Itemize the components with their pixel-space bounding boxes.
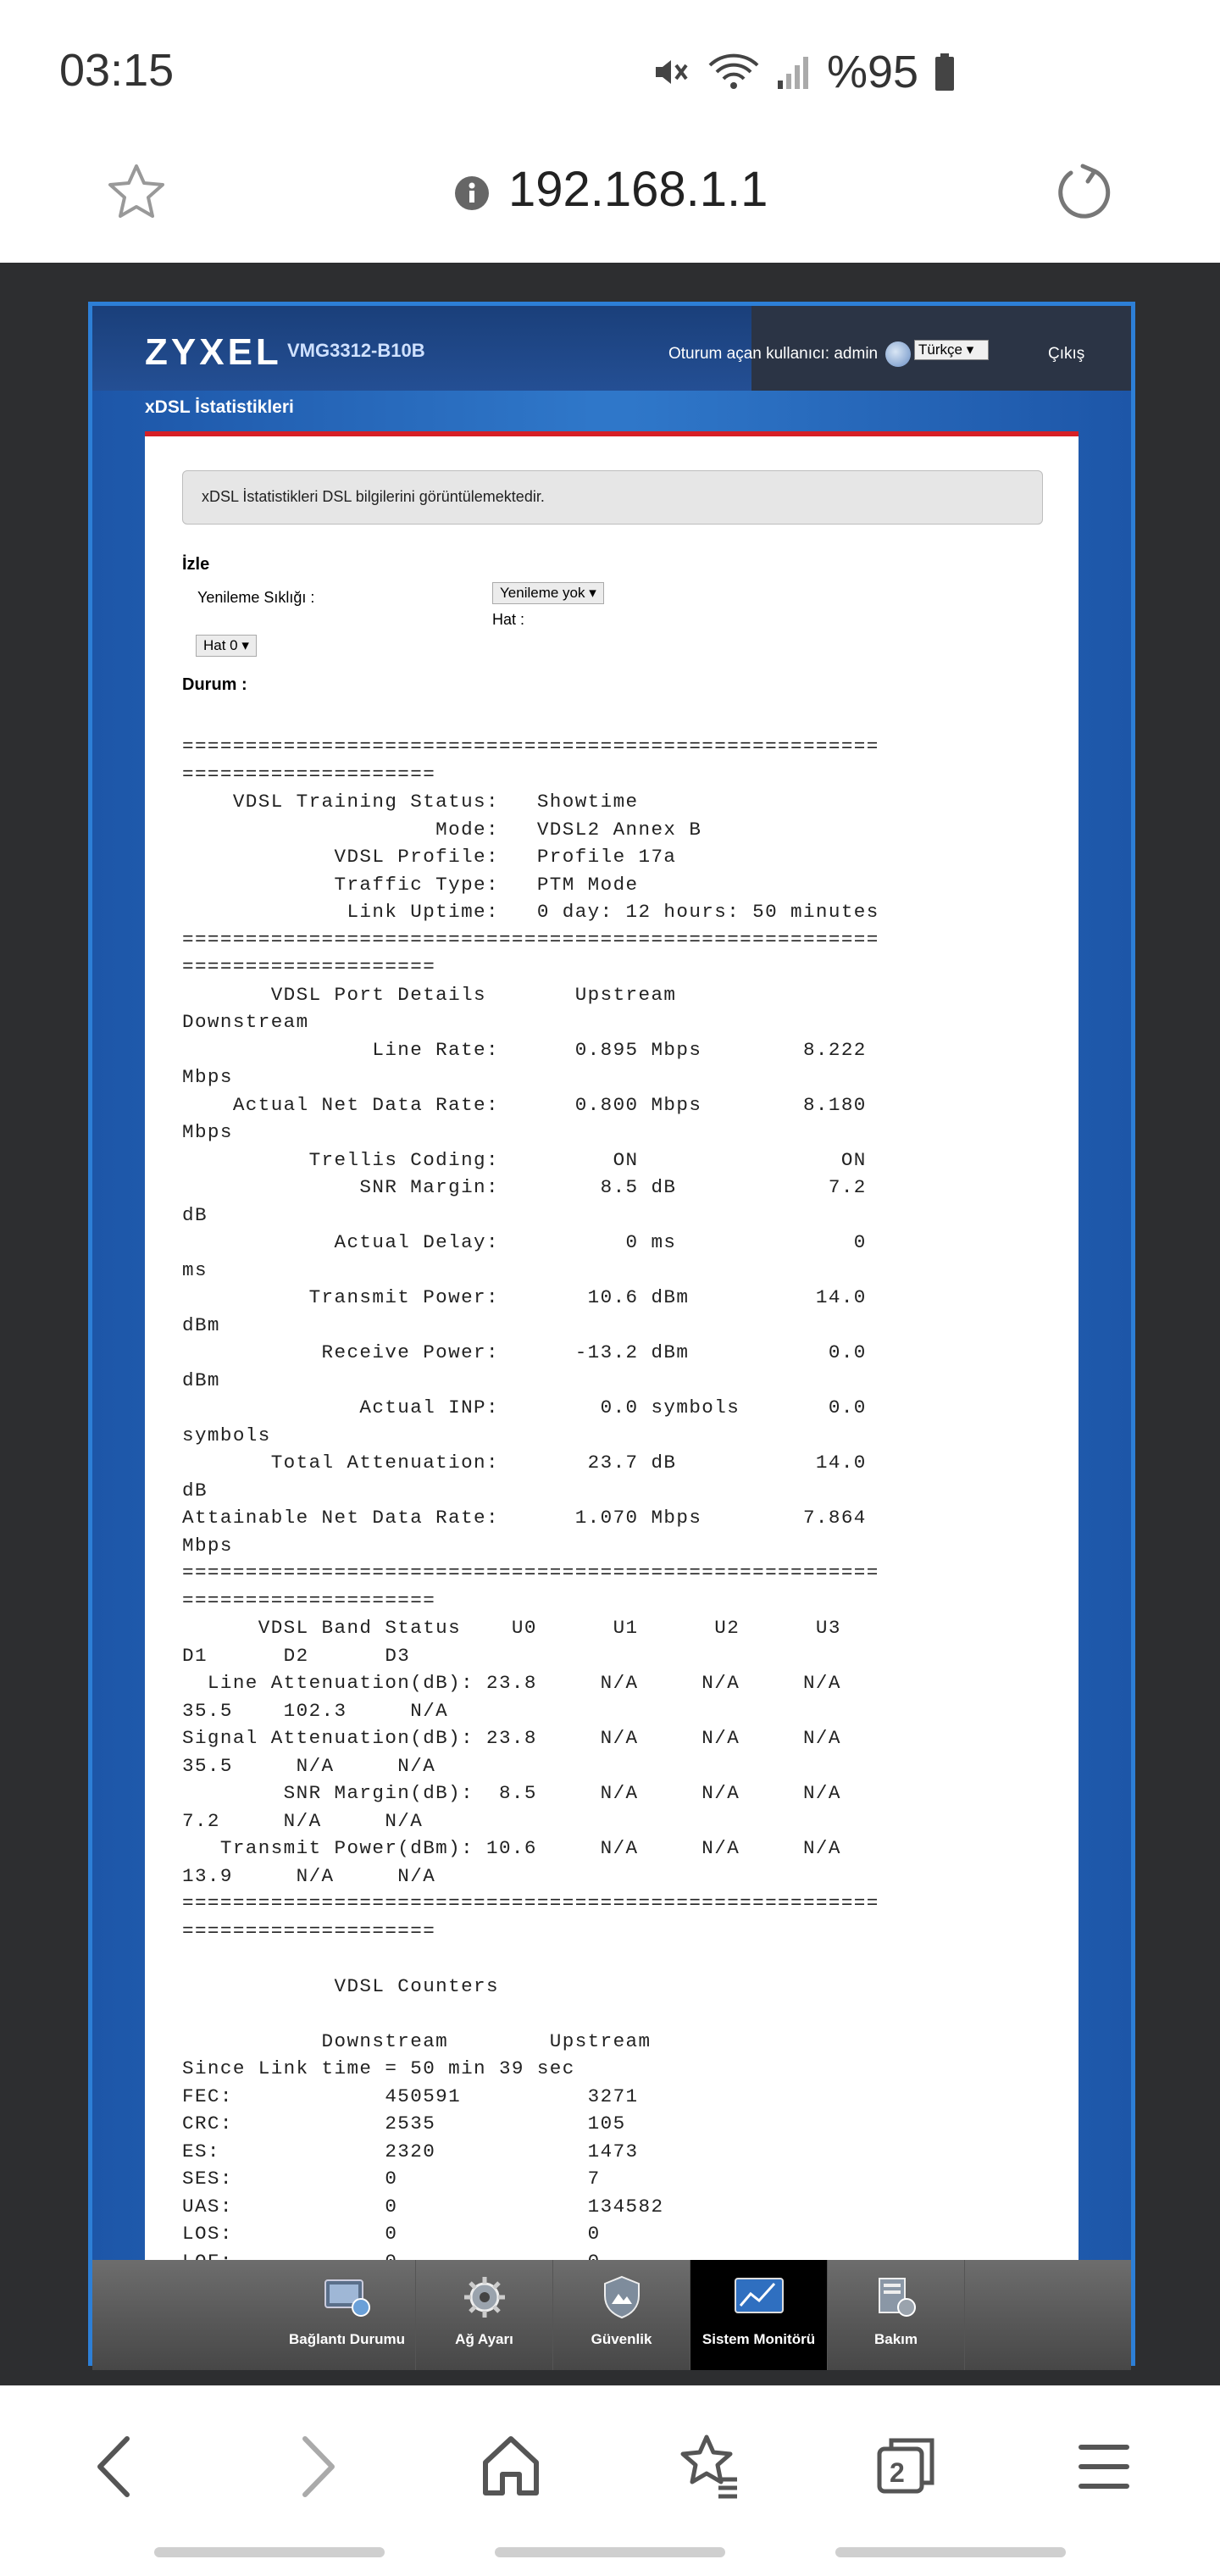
router-bottom-nav bbox=[92, 2260, 1131, 2370]
nav-label: Bakım bbox=[873, 2331, 918, 2347]
signal-icon bbox=[776, 52, 812, 92]
gesture-bar-center bbox=[495, 2547, 725, 2557]
page-title: xDSL İstatistikleri bbox=[145, 397, 294, 417]
gesture-bar-left bbox=[154, 2547, 385, 2557]
tab-count: 2 bbox=[890, 2457, 905, 2488]
browser-bottom-bar bbox=[0, 2385, 1220, 2576]
nav-connection-status[interactable] bbox=[279, 2260, 416, 2370]
browser-address-bar bbox=[0, 136, 1220, 263]
reload-icon[interactable] bbox=[1052, 161, 1115, 224]
line-select[interactable]: Hat 0 ▾ bbox=[196, 635, 257, 657]
status-bar bbox=[0, 0, 1220, 136]
network-settings-icon bbox=[461, 2273, 508, 2321]
battery-percent: %95 bbox=[827, 47, 919, 97]
gesture-bar-right bbox=[835, 2547, 1066, 2557]
nav-label: Güvenlik bbox=[591, 2331, 652, 2347]
dsl-status-text: ======================================================= ==================== VDSL Training Status: Showtime Mode: VDSL2 Annex B VDSL Profile: Profile 17a Traffic Type: PTM Mode Link Uptime: 0 day: 12 hours: 50 minutes ======================================================= ==================== VDSL Port Details Upstream Downstream Line Rate: 0.895 Mbps 8.222 Mbps Actual Net Data Rate: 0.800 Mbps 8.180 Mbps Trellis Coding: ON ON SNR Margin: 8.5 dB 7.2 dB Actual Delay: 0 ms 0 ms Transmit Power: 10.6 dBm 14.0 dBm Receive Power: -13.2 dBm 0.0 dBm Actual INP: 0.0 symbols 0.0 symbols Total Attenuation: 23.7 dB 14.0 dB Attainable Net Data Rate: 1.070 Mbps 7.864 Mbps ======================================================= ==================== VDSL Band Status U0 U1 U2 U3 D1 D2 D3 Line Attenuation(dB): 23.8 N/A N/A N/A 35.5 102.3 N/A Signal Attenuation(dB): 23.8 N/A N/A N/A 35.5 N/A N/A SNR Margin(dB): 8.5 N/A N/A N/A 7.2 N/A N/A Transmit Power(dBm): 10.6 N/A N/A N/A 13.9 N/A N/A ======================================================= ==================== VDSL Counters Downstream Upstream Since Link time = 50 min 39 sec FEC: 450591 3271 CRC: 2535 105 ES: 2320 1473 SES: 0 7 UAS: 0 134582 LOS: 0 0 bbox=[182, 736, 879, 2245]
login-info: Oturum açan kullanıcı: admin bbox=[668, 345, 879, 363]
bookmark-star-icon[interactable] bbox=[105, 161, 168, 224]
zyxel-logo: ZYXEL bbox=[145, 331, 282, 373]
tabs-button[interactable] bbox=[873, 2429, 940, 2505]
language-value: Türkçe bbox=[918, 341, 962, 358]
wifi-icon bbox=[707, 52, 761, 92]
forward-icon[interactable] bbox=[288, 2429, 347, 2505]
battery-icon bbox=[934, 53, 956, 91]
router-header bbox=[92, 306, 1131, 391]
tabs-icon bbox=[873, 2429, 940, 2505]
status-icons bbox=[651, 47, 956, 97]
site-info-icon[interactable] bbox=[453, 175, 491, 212]
line-value: Hat 0 bbox=[203, 637, 238, 653]
nav-maintenance[interactable] bbox=[828, 2260, 965, 2370]
globe-icon bbox=[885, 341, 911, 367]
line-label: Hat : bbox=[492, 611, 525, 628]
stats-panel bbox=[145, 431, 1079, 2296]
menu-icon[interactable] bbox=[1074, 2429, 1134, 2505]
home-icon[interactable] bbox=[479, 2429, 543, 2505]
refresh-select[interactable]: Yenileme yok ▾ bbox=[492, 582, 604, 604]
nav-network-settings[interactable] bbox=[416, 2260, 553, 2370]
language-select[interactable]: Türkçe ▾ bbox=[914, 340, 989, 360]
web-content bbox=[0, 263, 1220, 2385]
status-heading: Durum : bbox=[182, 675, 247, 694]
url-field[interactable]: 192.168.1.1 bbox=[508, 162, 768, 217]
nav-security[interactable] bbox=[553, 2260, 690, 2370]
system-monitor-icon bbox=[732, 2273, 786, 2321]
back-icon[interactable] bbox=[85, 2429, 144, 2505]
nav-label: Sistem Monitörü bbox=[702, 2331, 816, 2347]
connection-status-icon bbox=[320, 2273, 374, 2321]
router-page bbox=[88, 302, 1135, 2366]
clock: 03:15 bbox=[59, 45, 175, 96]
maintenance-icon bbox=[873, 2273, 920, 2321]
security-icon bbox=[598, 2273, 646, 2321]
refresh-value: Yenileme yok bbox=[500, 585, 585, 601]
refresh-label: Yenileme Sıklığı : bbox=[197, 589, 315, 606]
bookmarks-icon[interactable] bbox=[678, 2429, 742, 2505]
info-box: xDSL İstatistikleri DSL bilgilerini görüntülemektedir. bbox=[182, 470, 1043, 525]
logout-link[interactable]: Çıkış bbox=[1048, 345, 1085, 363]
nav-label: Ağ Ayarı bbox=[455, 2331, 513, 2347]
mute-icon bbox=[651, 52, 691, 92]
model-name: VMG3312-B10B bbox=[287, 340, 425, 361]
nav-system-monitor[interactable] bbox=[690, 2260, 828, 2370]
monitor-heading: İzle bbox=[182, 555, 210, 574]
nav-label: Bağlantı Durumu bbox=[289, 2331, 405, 2347]
